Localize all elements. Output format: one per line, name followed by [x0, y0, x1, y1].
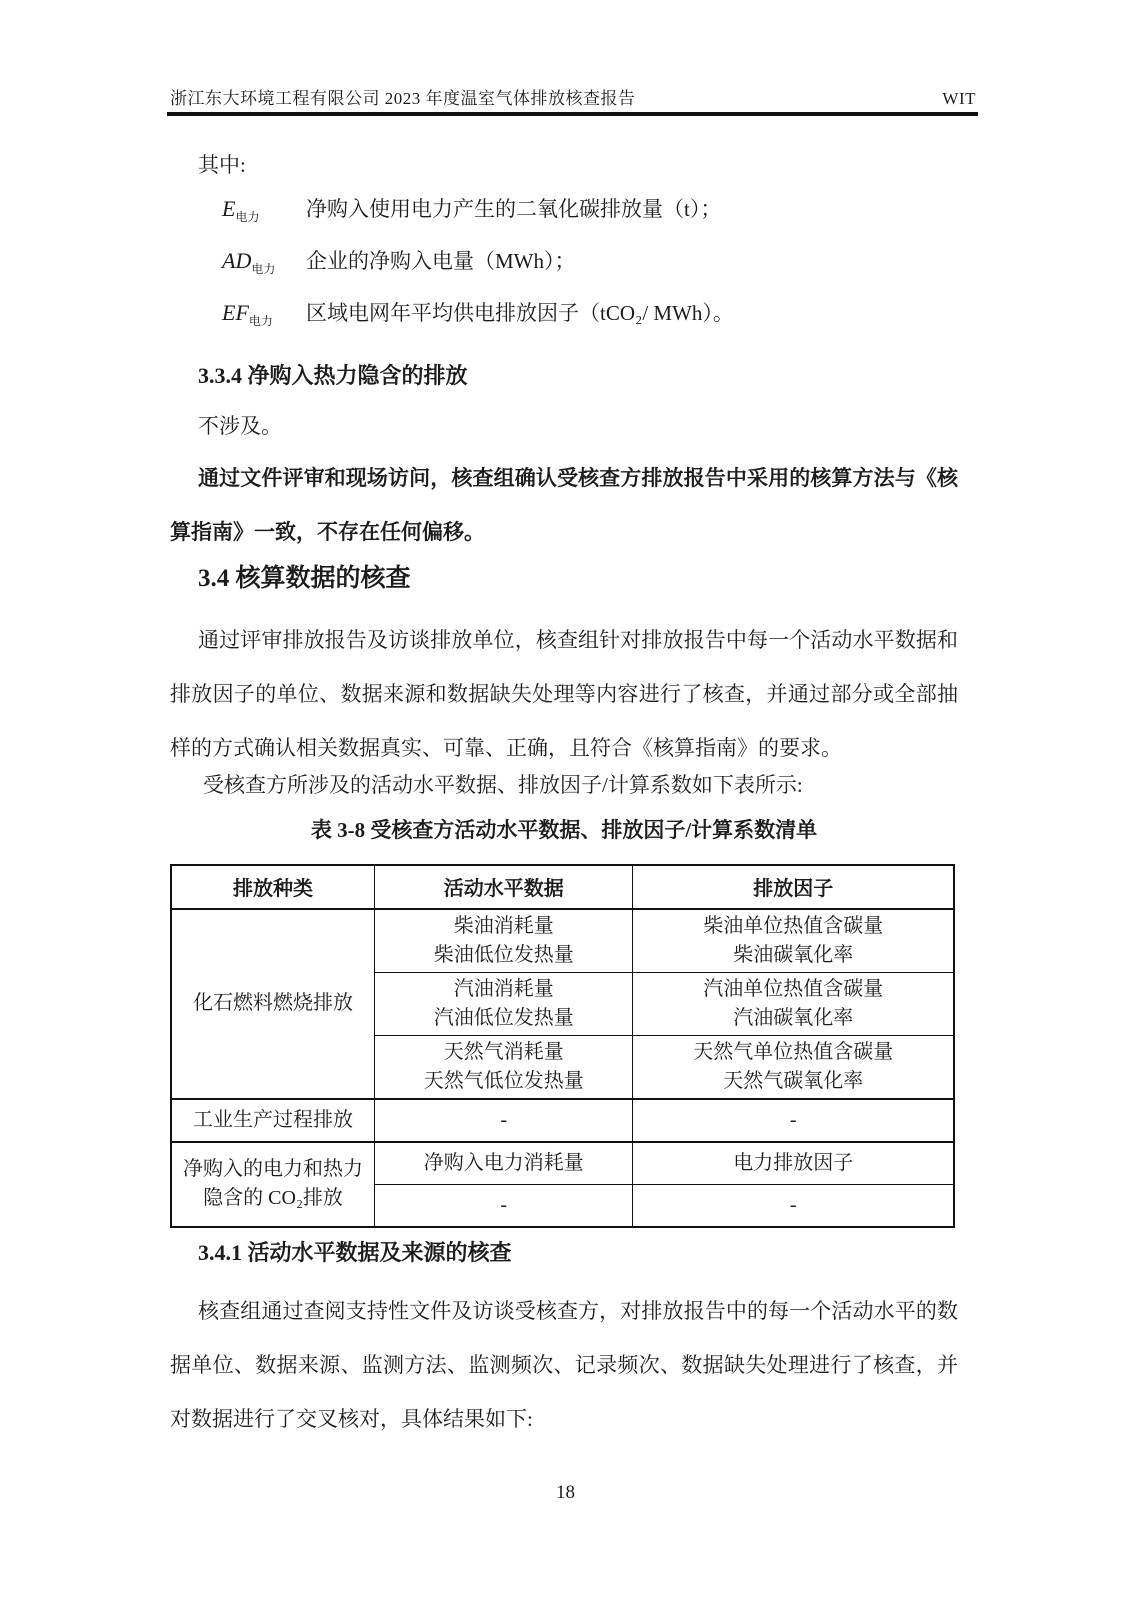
cell-text: 汽油碳氧化率 [733, 1006, 854, 1029]
cell-fossil-category [171, 909, 375, 1099]
header-rule [167, 112, 978, 116]
cell-text: 柴油低位发热量 [433, 943, 574, 966]
definition-row-ad [222, 246, 958, 284]
cell-text: 汽油单位热值含碳量 [703, 977, 884, 1000]
page-header [170, 84, 976, 109]
cell-diesel-activity [375, 909, 633, 973]
symbol-e-electricity [222, 194, 306, 232]
heading-3-4-1: 3.4.1 活动水平数据及来源的核查 [198, 1239, 512, 1265]
cell-industry-factor: - [633, 1099, 954, 1142]
cell-text: 柴油碳氧化率 [733, 943, 854, 966]
cell-text: 净购入的电力和热力 [183, 1158, 364, 1181]
cell-text: 柴油单位热值含碳量 [703, 914, 884, 937]
cell-heat-factor: - [633, 1184, 954, 1227]
page-body [170, 132, 958, 1446]
table-caption: 表 3-8 受核查方活动水平数据、排放因子/计算系数清单 [310, 817, 818, 842]
not-involved-text: 不涉及。 [198, 413, 282, 438]
table-row-industrial-process [171, 1099, 954, 1142]
table-row-diesel [171, 909, 954, 973]
definition-row-ef [222, 298, 958, 336]
header-report-title: 浙江东大环境工程有限公司 2023 年度温室气体排放核查报告 [170, 89, 636, 108]
definition-text: 区域电网年平均供电排放因子（tCO₂/ MWh）。 [306, 301, 734, 326]
col-header-emission-type: 排放种类 [171, 865, 375, 909]
table-row-purchased-electricity [171, 1142, 954, 1185]
table-lead-in: 受核查方所涉及的活动水平数据、排放因子/计算系数如下表所示: [203, 772, 803, 797]
heading-3-4: 3.4 核算数据的核查 [198, 564, 411, 592]
symbol-subscript: 电力 [248, 314, 273, 329]
heading-3-3-4: 3.3.4 净购入热力隐含的排放 [198, 362, 468, 388]
section-3-4-paragraph: 通过评审排放报告及访谈排放单位，核查组针对排放报告中每一个活动水平数据和排放因子的单位、数据来源和数据缺失处理等内容进行了核查，并通过部分或全部抽样的方式确认相关数据真实、可靠、正确，且符合《核算指南》的要求。 [170, 627, 958, 760]
definition-row-e [222, 194, 958, 232]
cell-industry-category: 工业生产过程排放 [171, 1099, 375, 1142]
cell-text: 天然气碳氧化率 [723, 1069, 864, 1092]
symbol-subscript: 电力 [251, 262, 276, 277]
symbol-letter: EF [222, 300, 249, 326]
header-org-mark: WIT [942, 89, 976, 108]
symbol-subscript: 电力 [235, 210, 260, 225]
symbol-ef-electricity [222, 298, 306, 336]
col-header-emission-factor: 排放因子 [633, 865, 954, 909]
cell-text: 天然气低位发热量 [423, 1069, 584, 1092]
formula-intro: 其中: [198, 153, 246, 177]
cell-industry-activity: - [375, 1099, 633, 1142]
cell-text: 天然气单位热值含碳量 [693, 1040, 894, 1063]
cell-text: 汽油低位发热量 [433, 1006, 574, 1029]
cell-gasoline-activity [375, 972, 633, 1035]
cell-electricity-activity: 净购入电力消耗量 [375, 1142, 633, 1185]
cell-diesel-factor [633, 909, 954, 973]
col-header-activity-data: 活动水平数据 [375, 865, 633, 909]
conclusion-paragraph: 通过文件评审和现场访问，核查组确认受核查方排放报告中采用的核算方法与《核算指南》一致，不存在任何偏移。 [170, 465, 958, 544]
cell-heat-activity: - [375, 1184, 633, 1227]
section-3-4-1-paragraph: 核查组通过查阅支持性文件及访谈受核查方，对排放报告中的每一个活动水平的数据单位、数据来源、监测方法、监测频次、记录频次、数据缺失处理进行了核查，并对数据进行了交叉核对，具体结果如下: [170, 1298, 958, 1431]
table-header-row [171, 865, 954, 909]
definition-text: 净购入使用电力产生的二氧化碳排放量（t）； [306, 197, 722, 221]
symbol-letter: AD [222, 248, 252, 274]
cell-gas-factor [633, 1035, 954, 1099]
cell-electricity-category [171, 1142, 375, 1227]
page-number: 18 [556, 1482, 575, 1503]
cell-text: 柴油消耗量 [453, 914, 554, 937]
cell-gas-activity [375, 1035, 633, 1099]
cell-text: 化石燃料燃烧排放 [193, 992, 354, 1015]
cell-text: 隐含的 CO₂排放 [203, 1187, 343, 1210]
cell-gasoline-factor [633, 972, 954, 1035]
symbol-ad-electricity [222, 246, 306, 284]
cell-text: 天然气消耗量 [443, 1040, 564, 1063]
activity-data-table [170, 864, 955, 1228]
symbol-letter: E [222, 196, 236, 221]
definition-text: 企业的净购入电量（MWh）； [306, 249, 576, 274]
cell-text: 汽油消耗量 [453, 977, 554, 1000]
cell-electricity-factor: 电力排放因子 [633, 1142, 954, 1185]
